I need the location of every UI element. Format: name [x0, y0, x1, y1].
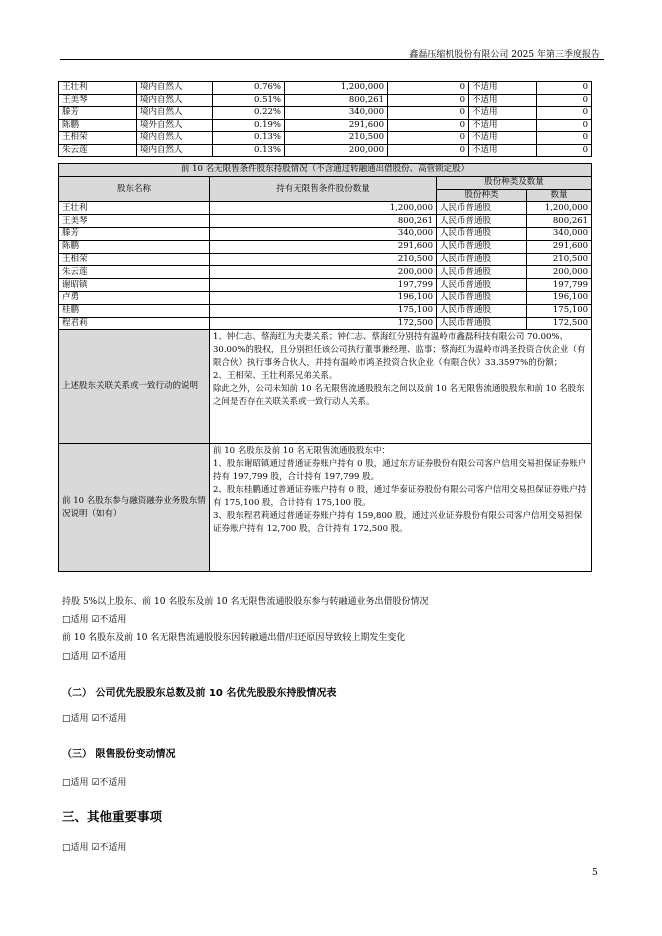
col-header-share-type: 股份种类 — [437, 189, 527, 202]
table-cell: 800,261 — [210, 215, 437, 228]
table-cell: 王相荣 — [59, 132, 137, 145]
unrestricted-table-title: 前 10 名无限售条件股东持股情况（不含通过转融通出借股份、高管锁定股） — [59, 164, 592, 177]
page-header-title: 鑫磊压缩机股份有限公司 2025 年第三季度报告 — [409, 50, 600, 60]
table-cell: 210,500 — [527, 253, 592, 266]
table-cell: 人民币普通股 — [437, 215, 527, 228]
table-cell: 0.76% — [213, 82, 285, 95]
table-cell: 0 — [537, 94, 592, 107]
table-cell: 人民币普通股 — [437, 266, 527, 279]
col-header-shareholder: 股东名称 — [59, 176, 210, 202]
table-cell: 200,000 — [527, 266, 592, 279]
table-cell: 桂鹏 — [59, 304, 210, 317]
section-restricted-shares: （三） 限售股份变动情况 — [62, 749, 176, 760]
table-row — [59, 119, 592, 132]
table-cell: 800,261 — [527, 215, 592, 228]
table-cell: 175,100 — [210, 304, 437, 317]
table-cell: 197,799 — [527, 279, 592, 292]
restricted-applicability: □适用 ☑不适用 — [62, 778, 127, 788]
table-cell: 196,100 — [527, 291, 592, 304]
table-cell: 197,799 — [210, 279, 437, 292]
table-cell: 朱云莲 — [59, 266, 210, 279]
table-cell: 人民币普通股 — [437, 227, 527, 240]
table-cell: 不适用 — [469, 144, 537, 157]
table-cell: 境内自然人 — [137, 107, 213, 120]
lending-paragraph: 持股 5%以上股东、前 10 名股东及前 10 名无限售流通股股东参与转融通业务出借股份情况 — [62, 597, 429, 607]
col-header-share-count: 数量 — [527, 189, 592, 202]
table-cell: 340,000 — [527, 227, 592, 240]
table-row — [59, 202, 592, 215]
table-cell: 谢昭镇 — [59, 279, 210, 292]
lending-change-paragraph: 前 10 名股东及前 10 名无限售流通股股东因转融通出借/归还原因导致较上期发生变化 — [62, 633, 406, 643]
table-cell: 1,200,000 — [285, 82, 388, 95]
table-cell: 0 — [537, 132, 592, 145]
table-row — [59, 291, 592, 304]
table-cell: 172,500 — [210, 317, 437, 330]
table-cell: 王相荣 — [59, 253, 210, 266]
table-cell: 滕芳 — [59, 107, 137, 120]
table-cell: 人民币普通股 — [437, 279, 527, 292]
table-cell: 滕芳 — [59, 227, 210, 240]
table-cell: 0 — [537, 107, 592, 120]
unrestricted-shareholders-table — [58, 163, 592, 572]
table-cell: 境外自然人 — [137, 119, 213, 132]
table-cell: 境内自然人 — [137, 94, 213, 107]
table-row — [59, 107, 592, 120]
other-matters-applicability: □适用 ☑不适用 — [62, 843, 127, 853]
table-cell: 291,600 — [210, 240, 437, 253]
table-row — [59, 227, 592, 240]
relation-label: 上述股东关联关系或一致行动的说明 — [59, 330, 210, 444]
table-row — [59, 240, 592, 253]
table-cell: 196,100 — [210, 291, 437, 304]
table-cell: 人民币普通股 — [437, 253, 527, 266]
margin-label: 前 10 名股东参与融资融券业务股东情况说明（如有） — [59, 444, 210, 572]
page-number: 5 — [592, 868, 598, 878]
table-cell: 境内自然人 — [137, 132, 213, 145]
table-cell: 0.22% — [213, 107, 285, 120]
margin-text: 前 10 名股东及前 10 名无限售流通股股东中： 1、股东谢昭镇通过普通证券账户持有 0 股，通过东方证券股份有限公司客户信用交易担保证券账户持有 197,799 股，合计持有 197,799 股。 2、股东桂鹏通过普通证券账户持有 0 股，通过华泰证券股份有限公司客户信用交易担保证券账户持有 175,100 股，合计持有 175,100 股。 3、股东程君莉通过普通证券账户持有 159,800 股，通过兴业证券股份有限公司客户信用交易担保证券账户持有 12,700 股，合计持有 172,500 股。 — [210, 444, 592, 572]
table-cell: 王壮利 — [59, 82, 137, 95]
table-cell: 291,600 — [285, 119, 388, 132]
table-cell: 0.13% — [213, 144, 285, 157]
table-cell: 人民币普通股 — [437, 202, 527, 215]
table-row — [59, 132, 592, 145]
table-cell: 朱云莲 — [59, 144, 137, 157]
table-cell: 200,000 — [285, 144, 388, 157]
table-cell: 1,200,000 — [527, 202, 592, 215]
table-cell: 陈鹏 — [59, 119, 137, 132]
table-cell: 0 — [537, 119, 592, 132]
lending-applicability: □适用 ☑不适用 — [62, 615, 127, 625]
table-cell: 0 — [388, 94, 469, 107]
table-cell: 0 — [388, 132, 469, 145]
table-cell: 200,000 — [210, 266, 437, 279]
table-cell: 人民币普通股 — [437, 240, 527, 253]
table-cell: 340,000 — [285, 107, 388, 120]
table-row — [59, 253, 592, 266]
header-divider — [60, 59, 604, 60]
table-row — [59, 82, 592, 95]
table-cell: 800,261 — [285, 94, 388, 107]
table-row — [59, 317, 592, 330]
table-cell: 不适用 — [469, 119, 537, 132]
table-cell: 境内自然人 — [137, 144, 213, 157]
table-cell: 210,500 — [210, 253, 437, 266]
table-cell: 0.19% — [213, 119, 285, 132]
table-cell: 不适用 — [469, 107, 537, 120]
table-cell: 境内自然人 — [137, 82, 213, 95]
table-cell: 不适用 — [469, 94, 537, 107]
table-cell: 人民币普通股 — [437, 317, 527, 330]
table-cell: 程君莉 — [59, 317, 210, 330]
table-cell: 王美琴 — [59, 215, 210, 228]
col-header-type-group: 股份种类及数量 — [437, 176, 592, 189]
table-cell: 不适用 — [469, 132, 537, 145]
table-cell: 291,600 — [527, 240, 592, 253]
table-cell: 人民币普通股 — [437, 291, 527, 304]
table-cell: 340,000 — [210, 227, 437, 240]
table-cell: 0.13% — [213, 132, 285, 145]
table-cell: 王壮利 — [59, 202, 210, 215]
table-row — [59, 144, 592, 157]
col-header-quantity: 持有无限售条件股份数量 — [210, 176, 437, 202]
table-cell: 172,500 — [527, 317, 592, 330]
table-row — [59, 215, 592, 228]
table-cell: 175,100 — [527, 304, 592, 317]
table-cell: 卢勇 — [59, 291, 210, 304]
table-row — [59, 94, 592, 107]
lending-change-applicability: □适用 ☑不适用 — [62, 652, 127, 662]
preferred-applicability: □适用 ☑不适用 — [62, 714, 127, 724]
table-cell: 0 — [537, 144, 592, 157]
table-cell: 陈鹏 — [59, 240, 210, 253]
table-cell: 0 — [388, 119, 469, 132]
top-shareholders-table — [58, 81, 592, 157]
table-cell: 人民币普通股 — [437, 304, 527, 317]
table-row — [59, 279, 592, 292]
table-cell: 0 — [388, 82, 469, 95]
table-cell: 王美琴 — [59, 94, 137, 107]
heading-other-matters: 三、其他重要事项 — [62, 809, 163, 824]
table-cell: 0 — [388, 107, 469, 120]
table-row — [59, 304, 592, 317]
table-cell: 0.51% — [213, 94, 285, 107]
table-row — [59, 266, 592, 279]
section-preferred-shares: （二） 公司优先股股东总数及前 10 名优先股股东持股情况表 — [62, 688, 337, 699]
relation-text: 1、钟仁志、蔡海红为夫妻关系；钟仁志、蔡海红分别持有温岭市鑫磊科技有限公司 70.00%、30.00%的股权，且分别担任该公司执行董事兼经理、监事；蔡海红为温岭市鸿圣投资合伙企业（有限合伙）执行事务合伙人，并持有温岭市鸿圣投资合伙企业（有限合伙）33.3597%的份额； 2、王相荣、王壮利系兄弟关系。 除此之外，公司未知前 10 名无限售流通股股东之间以及前 10 名无限售流通股股东和前 10 名股东之间是否存在关联关系或一致行动人关系。 — [210, 330, 592, 444]
table-cell: 0 — [537, 82, 592, 95]
table-cell: 1,200,000 — [210, 202, 437, 215]
table-cell: 0 — [388, 144, 469, 157]
table-cell: 不适用 — [469, 82, 537, 95]
table-cell: 210,500 — [285, 132, 388, 145]
